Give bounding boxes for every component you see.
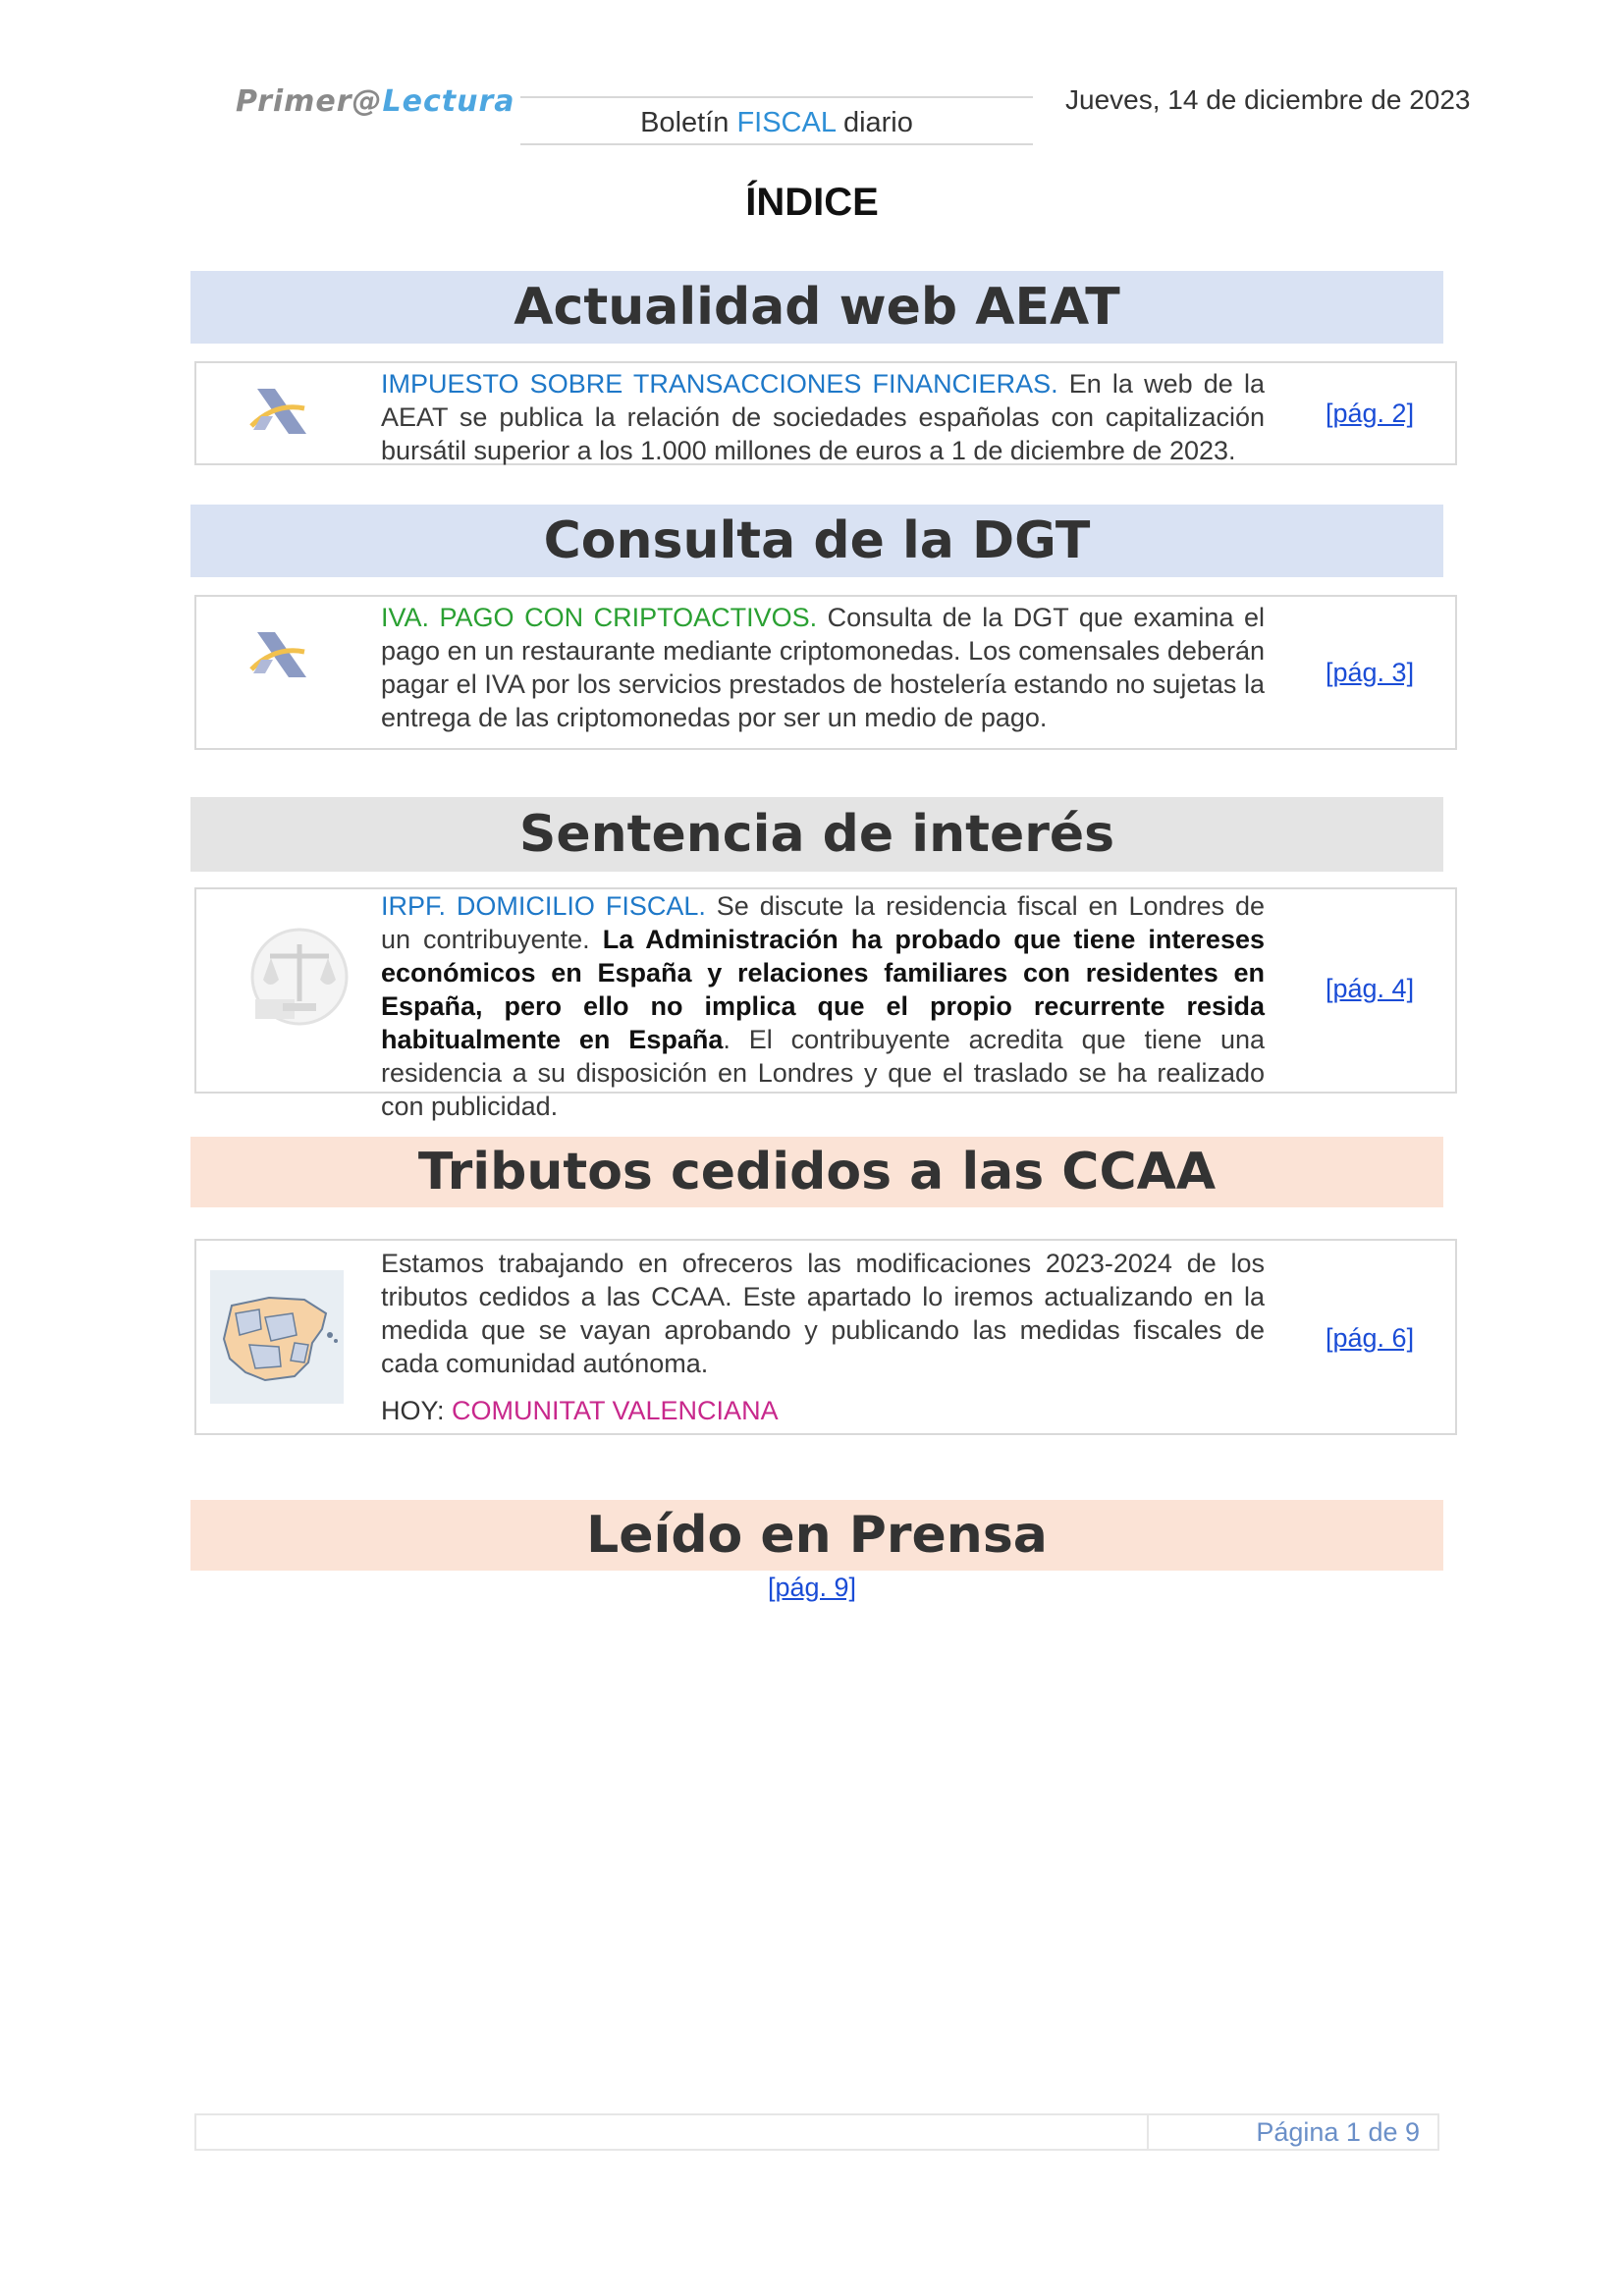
section-banner-aeat: Actualidad web AEAT bbox=[190, 271, 1443, 344]
section-banner-sentencia: Sentencia de interés bbox=[190, 797, 1443, 872]
entry-aeat-body: En la web de la AEAT se publica la relación de sociedades españolas con capitalización bursátil superior a los 1.000 millones de euros a 1 de diciembre de 2023. bbox=[381, 369, 1265, 465]
scales-of-justice-icon bbox=[245, 923, 353, 1036]
entry-sentencia bbox=[194, 887, 1457, 1121]
bulletin-highlight: FISCAL bbox=[736, 107, 836, 138]
page-link-4[interactable]: [pág. 4] bbox=[1326, 974, 1415, 1003]
aeat-logo-icon bbox=[245, 626, 314, 690]
entry-sentencia-text bbox=[381, 889, 1265, 1123]
page-link-9[interactable]: [pág. 9] bbox=[767, 1573, 857, 1602]
footer-divider bbox=[1147, 2115, 1149, 2149]
entry-dgt bbox=[194, 595, 1457, 750]
page-number: Página 1 de 9 bbox=[1256, 2117, 1420, 2147]
entry-aeat-text bbox=[381, 367, 1265, 467]
entry-dgt-keyword: IVA. PAGO CON CRIPTOACTIVOS. bbox=[381, 603, 818, 632]
page-link-3[interactable]: [pág. 3] bbox=[1326, 658, 1415, 687]
section-banner-prensa: Leído en Prensa bbox=[190, 1500, 1443, 1571]
spain-map-icon bbox=[210, 1270, 344, 1409]
page-link-6[interactable]: [pág. 6] bbox=[1326, 1323, 1415, 1353]
brand-part1: Primer@ bbox=[236, 84, 383, 119]
today-value: COMUNITAT VALENCIANA bbox=[452, 1396, 779, 1425]
entry-tributos-body: Estamos trabajando en ofreceros las modificaciones 2023-2024 de los tributos cedidos a las CCAA. Este apartado lo iremos actualizando en la medida que se vayan aprobando y publicando las medidas fiscales de cada comunidad autónoma. bbox=[381, 1249, 1265, 1378]
entry-sentencia-keyword: IRPF. DOMICILIO FISCAL. bbox=[381, 891, 706, 921]
section-banner-dgt: Consulta de la DGT bbox=[190, 505, 1443, 577]
entry-dgt-body: Consulta de la DGT que examina el pago en un restaurante mediante criptomonedas. Los comensales deberán pagar el IVA por los servicios prestados de hostelería estando no sujetas la entrega de las criptomonedas por ser un medio de pago. bbox=[381, 603, 1265, 732]
header-date: Jueves, 14 de diciembre de 2023 bbox=[1065, 84, 1471, 115]
brand-part2: Lectura bbox=[382, 84, 515, 119]
entry-sentencia-body1: Se discute la residencia fiscal en Londres de un contribuyente. bbox=[381, 891, 1265, 954]
entry-dgt-text bbox=[381, 601, 1265, 734]
bulletin-suffix: diario bbox=[835, 107, 913, 138]
entry-tributos-today bbox=[381, 1394, 1265, 1427]
entry-tributos-text bbox=[381, 1247, 1265, 1380]
page-footer bbox=[194, 2113, 1439, 2151]
entry-sentencia-body-bold: La Administración ha probado que tiene intereses económicos en España y relaciones familiares con residentes en España, pero ello no implica que el propio recurrente resida habitualmente en España bbox=[381, 925, 1265, 1054]
today-label: HOY: bbox=[381, 1396, 453, 1425]
bulletin-prefix: Boletín bbox=[640, 107, 737, 138]
entry-sentencia-body2: . El contribuyente acredita que tiene una residencia a su disposición en Londres y que el traslado se ha realizado con publicidad. bbox=[381, 1025, 1265, 1121]
aeat-logo-icon bbox=[245, 383, 314, 447]
section-banner-tributos: Tributos cedidos a las CCAA bbox=[190, 1137, 1443, 1207]
entry-tributos bbox=[194, 1239, 1457, 1435]
brand-logo bbox=[236, 84, 515, 119]
index-title: ÍNDICE bbox=[745, 181, 879, 224]
entry-aeat-keyword: IMPUESTO SOBRE TRANSACCIONES FINANCIERAS. bbox=[381, 369, 1058, 399]
entry-aeat bbox=[194, 361, 1457, 465]
bulletin-title bbox=[520, 96, 1033, 145]
page-link-2[interactable]: [pág. 2] bbox=[1326, 399, 1415, 428]
